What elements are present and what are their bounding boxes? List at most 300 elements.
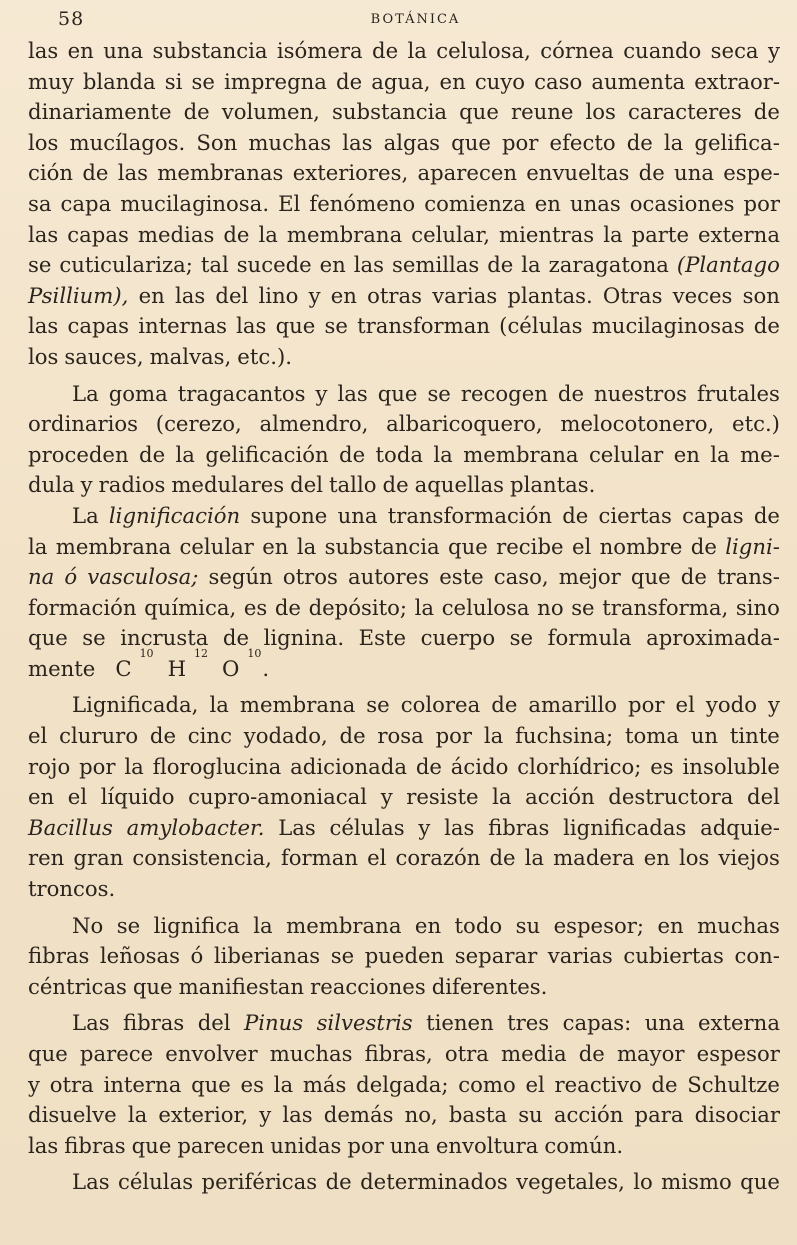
word: de [753,313,780,339]
running-title: BOTÁNICA [370,12,461,27]
text-line [28,874,780,905]
word: en [262,533,289,559]
word: capas [67,313,130,339]
word: substancia [324,533,440,559]
word: espesor [696,1041,780,1066]
word: su [515,912,541,938]
text-line [28,1167,780,1198]
word: cupro-amoniacal [188,784,368,810]
word: y [80,472,93,498]
text-line [28,1131,780,1162]
word: Bacillus [28,814,113,840]
word: y [767,38,780,63]
word: en [319,252,346,278]
word: toma [624,723,679,749]
word: No [72,912,104,938]
text-line [28,941,780,972]
word: rojo [28,753,71,779]
word: las [353,252,385,278]
word: una [103,38,144,63]
word: capas [682,502,744,528]
word: del [197,1010,231,1036]
word: caso, [493,564,549,590]
word: acción [525,784,595,810]
word: na [28,564,55,590]
word: de [557,380,584,406]
word: la [258,221,278,247]
word: en [67,38,94,63]
word: mente [28,655,96,681]
word: si [164,68,183,94]
word: lignificación [108,502,241,528]
word: H [167,655,187,681]
text-line [28,128,780,159]
word: sa [28,190,52,216]
word: clorhídrico; [517,753,642,779]
word: fuchsina; [515,723,614,749]
word: el [28,723,48,749]
word: la [663,129,684,155]
word: de [489,845,516,871]
word: cinc [187,723,232,749]
word: células [329,814,405,840]
word: en [28,784,55,810]
word: que [459,99,499,125]
word: seca [710,38,759,63]
word: no, [404,1102,438,1128]
word: los [678,845,710,871]
word: los [28,129,59,155]
word: lignificadas [563,814,687,840]
text-line [28,813,780,844]
word: yodo [705,692,757,718]
word: fibras [64,1132,126,1158]
word: y [259,1102,272,1128]
word: en [657,912,684,938]
word: mismo [661,1169,732,1195]
word: nombre [599,533,683,559]
word: supone [250,502,328,528]
word: un [690,723,719,749]
word: aparecen [417,160,517,186]
word: leñosas [99,943,180,969]
word: de [339,723,366,749]
word: sauces, [64,343,144,369]
word: adicionada [290,753,407,779]
word: Otras [602,282,663,308]
word: de [753,99,780,125]
word: ciertas [598,502,672,528]
text-line [28,593,780,624]
word: común. [544,1132,624,1158]
word: se [191,68,215,94]
word: que [132,973,173,999]
word: como [458,1071,516,1097]
word: más [302,1071,347,1097]
word: son [742,282,780,308]
word: en [330,282,357,308]
word: impregna [223,68,327,94]
word: tienen [426,1010,494,1036]
word: Las [72,1010,110,1036]
word: tinte [729,723,780,749]
word: blanda [82,68,156,94]
word: sino [735,594,780,620]
text-line [28,721,780,752]
word: cuyo [474,68,526,94]
word: las [236,313,267,339]
text-line [28,911,780,942]
word: muchas [248,129,332,155]
word: insoluble [682,753,780,779]
word: radios [98,472,166,498]
word: parecen [177,1132,265,1158]
word: el [675,692,695,718]
word: Este [358,625,407,651]
word: goma [108,380,168,406]
word: de [415,753,442,779]
word: caracteres [628,99,742,125]
word: una [644,1010,685,1036]
word: se [509,625,534,651]
word: incrusta [120,625,209,651]
word: O [222,655,240,681]
word: algas [383,129,441,155]
word: otras [367,282,423,308]
word: basta [448,1102,508,1128]
formula-subscript: 12 [194,646,209,660]
word: de [336,68,363,94]
word: que [131,1132,172,1158]
word: la [414,594,435,620]
word: interna [103,1071,182,1097]
word: transformación [387,502,552,528]
word: la [28,533,48,559]
word: una [674,160,714,186]
word: todo [454,912,503,938]
word: fibras [488,814,550,840]
word: celulosa, [436,38,531,63]
text-line [28,752,780,783]
word: la [433,441,453,467]
word: el [571,533,592,559]
word: la [296,533,317,559]
word: vasculosa; [87,564,199,590]
word: colorea [400,692,481,718]
word: que [377,380,418,406]
word: y [315,380,328,406]
word: el [67,784,88,810]
word: agua, [371,68,431,94]
word: consistencia, [132,845,272,871]
word: los [585,99,616,125]
word: el [525,1071,545,1097]
text-line [28,1100,780,1131]
word: forman [280,845,359,871]
word: no [537,594,564,620]
word: extraor- [694,68,780,94]
text-line [28,972,780,1003]
word: comienza [424,190,526,216]
word: la [710,441,730,467]
word: proceden [28,441,129,467]
text-line [28,843,780,874]
word: las [28,221,59,247]
word: la [492,784,512,810]
text-line [28,36,780,67]
word: en [643,845,670,871]
word: con- [734,943,780,969]
word: unidas [270,1132,342,1158]
text-line [28,67,780,98]
text-line [28,532,780,563]
word: de [651,1071,678,1097]
word: de [690,533,717,559]
word: se [571,594,595,620]
word: semillas [391,252,480,278]
word: . [262,655,270,681]
word: por [435,723,473,749]
text-line [28,220,780,251]
text-line [28,250,780,281]
word: troncos. [28,876,116,902]
word: formula [547,625,632,651]
word: membrana [55,533,172,559]
word: (cerezo, [155,411,242,437]
text-line [28,1039,780,1070]
word: en [138,282,165,308]
word: aproximada- [646,625,780,651]
word: separar [454,943,538,969]
word: céntricas [28,973,127,999]
word: formación [28,594,137,620]
word: mucílagos. [69,129,186,155]
word: celular [179,533,254,559]
word: reactivo [554,1071,642,1097]
word: disociar [694,1102,780,1128]
word: fibras, [364,1041,433,1066]
word: ligni- [725,533,780,559]
word: su [518,1102,543,1128]
word: reacciones [310,973,426,999]
word: transforma, [602,594,729,620]
word: periféricas [201,1169,318,1195]
word: las [117,160,148,186]
word: lignifica [153,912,240,938]
word: se [28,252,52,278]
word: ocasiones [629,190,735,216]
word: recibe [496,533,564,559]
word: de [487,252,514,278]
word: lino [258,282,299,308]
text-line [28,1070,780,1101]
word: la [524,845,545,871]
word: los [28,343,59,369]
word: las [342,129,373,155]
word: capas [67,221,129,247]
word: frutales [696,380,780,406]
word: trans- [716,564,780,590]
word: de [626,129,653,155]
word: etc.) [732,411,780,437]
word: membranas [157,160,284,186]
word: efecto [549,129,616,155]
word: disuelve [28,1102,117,1128]
word: que [191,1071,231,1097]
word: se [324,313,348,339]
word: la [273,1071,294,1097]
word: reune [510,99,574,125]
word: Las [278,814,316,840]
word: se [427,380,451,406]
word: ción [28,160,74,186]
word: caso [534,68,583,94]
word: que [451,129,491,155]
word: unas [569,190,621,216]
word: las [174,282,206,308]
word: tragacantos [177,380,306,406]
word: es [240,1071,264,1097]
word: rosa [377,723,424,749]
word: células [117,1169,194,1195]
word: que [740,1169,780,1195]
word: de [149,723,176,749]
word: y [28,1071,40,1097]
word: almendro, [259,411,369,437]
word: internas [138,313,227,339]
word: exterior, [158,1102,249,1128]
formula-subscript: 10 [139,646,154,660]
word: clururo [59,723,139,749]
word: diferentes. [431,973,548,999]
word: la [521,252,541,278]
word: ordinarios [28,411,139,437]
word: gran [73,845,124,871]
word: varias [432,282,498,308]
word: las [28,38,59,63]
word: zaragatona [548,252,669,278]
word: nuestros [593,380,687,406]
word: La [72,380,99,406]
word: varias [547,943,613,969]
word: que [630,564,671,590]
word: membrana [286,221,403,247]
word: cubiertas [623,943,724,969]
word: La [72,502,99,528]
word: otros [282,564,338,590]
word: que [448,533,488,559]
word: córnea [540,38,614,63]
word: y [418,814,431,840]
word: del [290,472,324,498]
word: otra [444,1041,489,1066]
word: Pinus [243,1010,304,1036]
word: muchas [697,912,780,938]
word: externa [698,1010,780,1036]
word: la [124,753,144,779]
word: y [768,692,780,718]
word: que [275,313,316,339]
page-header [58,8,773,30]
word: malvas, [149,343,232,369]
word: muy [28,68,74,94]
word: las [282,1102,313,1128]
word: por [628,692,665,718]
word: en [439,68,466,94]
word: albaricoquero, [386,411,543,437]
word: tres [507,1010,550,1036]
text-line [28,379,780,410]
word: (células [499,313,583,339]
word: gelificación [205,441,329,467]
word: una [389,1132,430,1158]
word: las [337,380,368,406]
text-line [28,281,780,312]
word: plantas. [510,472,596,498]
word: espe- [723,160,780,186]
word: de [274,594,301,620]
word: envolver [165,1041,258,1066]
word: y [380,784,393,810]
word: sucede [236,252,312,278]
text-line [28,311,780,342]
word: yodado, [243,723,328,749]
word: C [115,655,132,681]
word: celulosa [441,594,530,620]
word: fibras [122,1010,185,1036]
word: medulares [171,472,285,498]
word: Lignificada, [72,692,199,718]
word: mejor [558,564,621,590]
word: media [500,1041,567,1066]
word: cuerpo [420,625,496,651]
text-line [28,782,780,813]
word: mucilaginosas [591,313,745,339]
word: para [634,1102,684,1128]
formula-subscript: 10 [247,646,262,660]
text-line [28,1008,780,1039]
word: ó [190,943,204,969]
word: veces [672,282,733,308]
word: la [175,441,195,467]
word: por [501,129,539,155]
word: ácido [450,753,509,779]
word: liberianas [213,943,321,969]
word: de [223,221,250,247]
word: la [209,692,229,718]
word: ó [64,564,78,590]
word: por [347,1132,384,1158]
text-line [28,158,780,189]
word: el [367,845,387,871]
word: demás [323,1102,394,1128]
word: del [215,282,249,308]
word: amylobacter. [126,814,265,840]
word: corazón [395,845,481,871]
text-line [28,97,780,128]
word: se [330,943,355,969]
word: es [243,594,268,620]
word: capas: [562,1010,632,1036]
body-text [28,36,780,1198]
word: de [222,625,250,651]
word: parece [79,1041,154,1066]
word: la [483,723,504,749]
word: etc.). [237,343,292,369]
text-line [28,189,780,220]
word: de [638,160,665,186]
word: medias [137,221,215,247]
